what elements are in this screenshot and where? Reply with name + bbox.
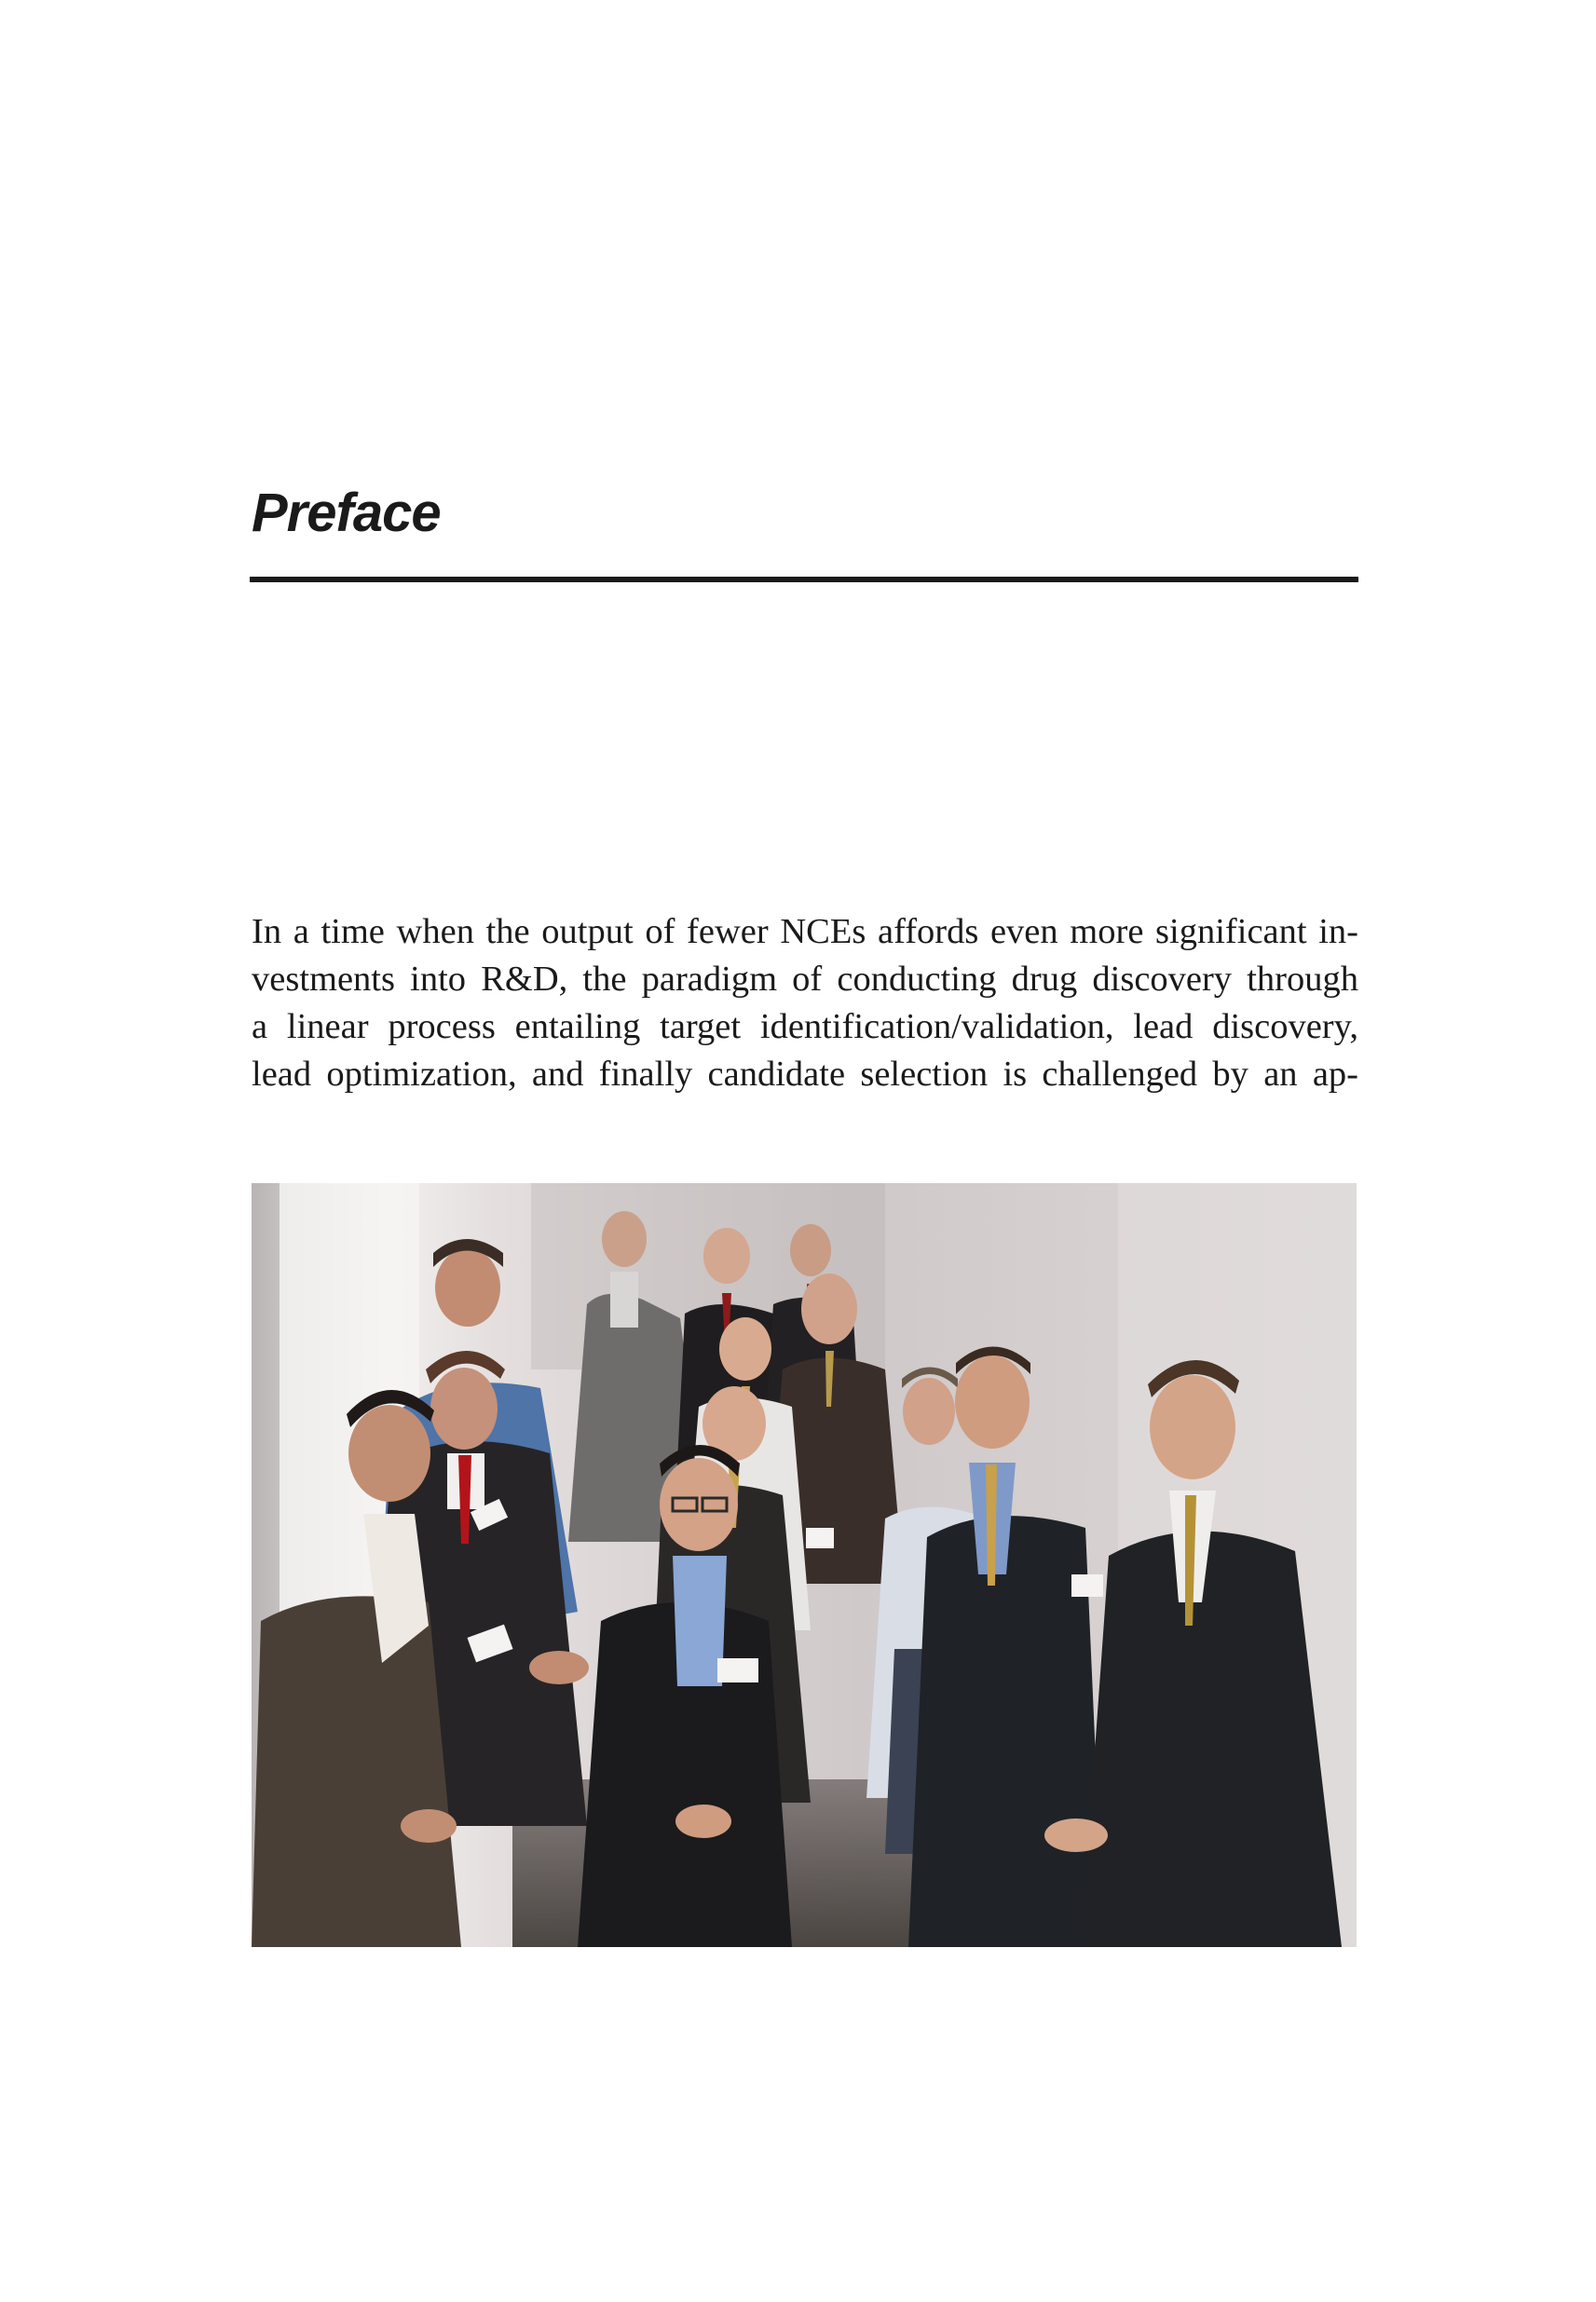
group-photo — [252, 1183, 1357, 1947]
group-photo-image — [252, 1183, 1357, 1947]
chapter-title: Preface — [252, 483, 441, 543]
paragraph-line: vestments into R&D, the paradigm of conducting drug discovery through — [252, 960, 1358, 999]
preface-paragraph — [252, 908, 1358, 1098]
title-rule — [250, 577, 1358, 582]
paragraph-line: a linear process entailing target identification/validation, lead discovery, — [252, 1007, 1358, 1046]
paragraph-line: lead optimization, and finally candidate selection is challenged by an ap- — [252, 1055, 1358, 1094]
paragraph-line: In a time when the output of fewer NCEs affords even more significant in- — [252, 912, 1358, 951]
